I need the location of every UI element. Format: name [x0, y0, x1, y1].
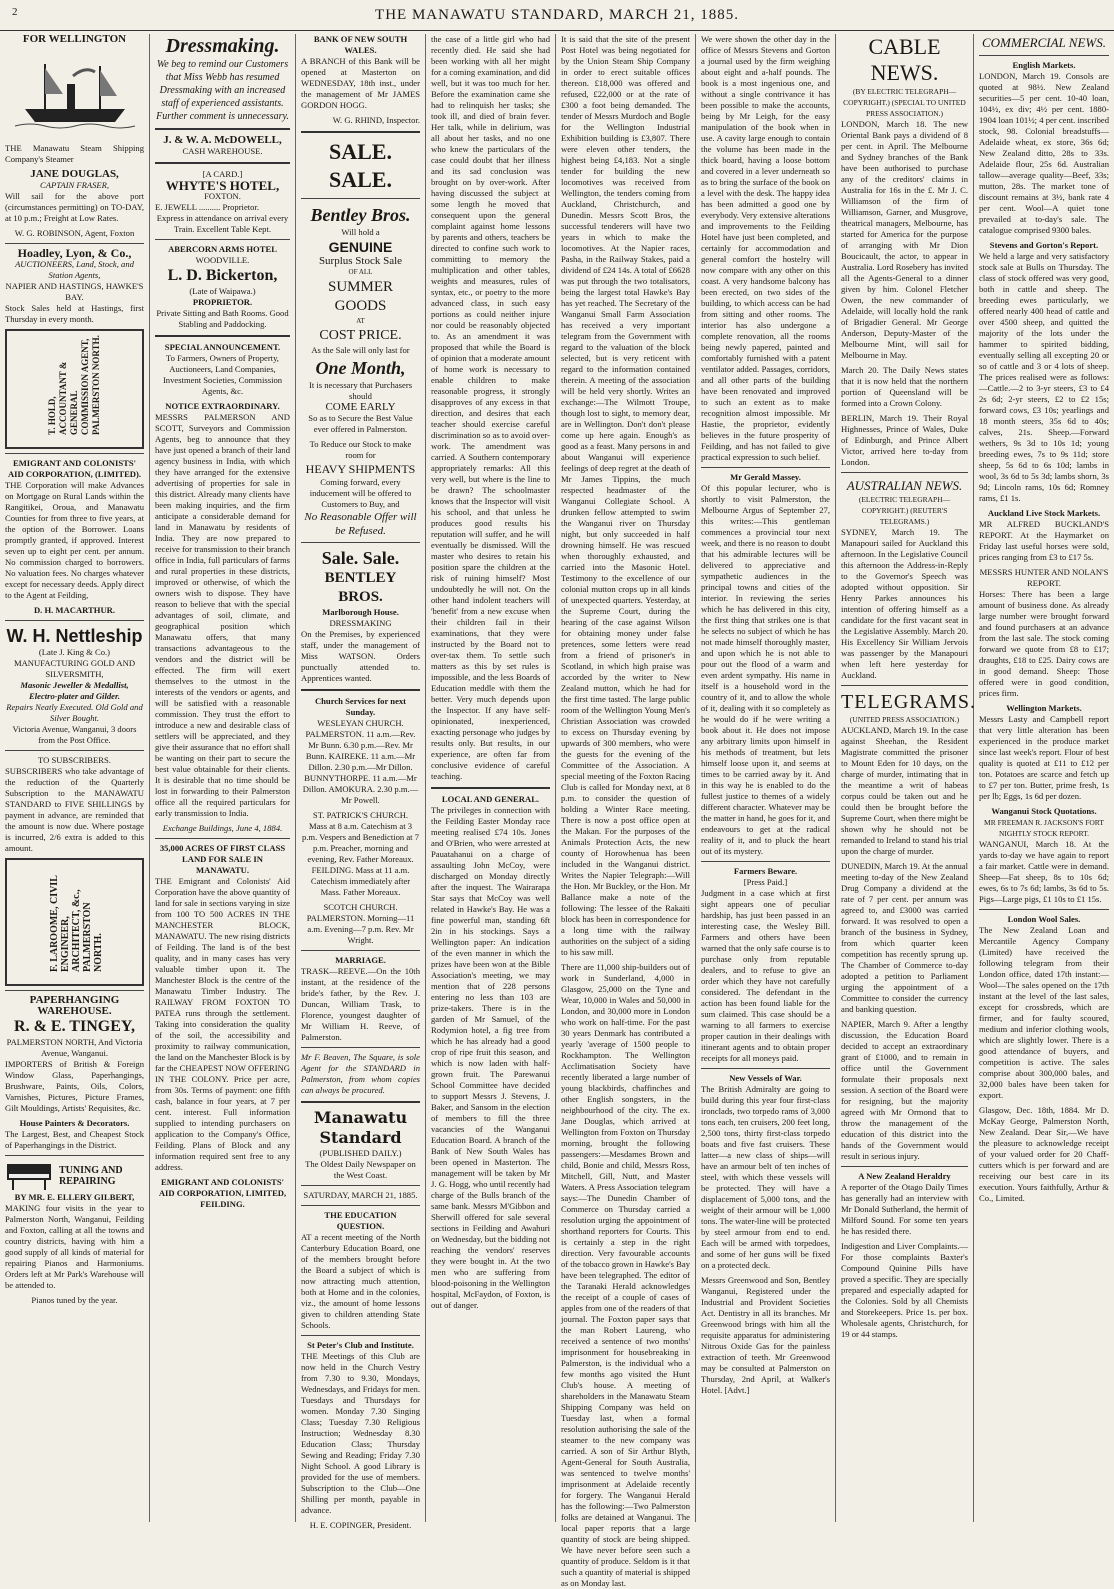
- tuning-by: BY MR. E. ELLERY GILBERT,: [14, 1192, 135, 1202]
- whyte-prop: E. JEWELL .......... Proprietor.: [155, 202, 259, 212]
- dressmaking-text: We beg to remind our Customers that Miss Webb has resumed Dressmaking with an increased staff of experienced assistants. Further comment is unnecessary.: [156, 59, 289, 122]
- special-text: To Farmers, Owners of Property, Auctioneers, Land Companies, Investment Societies, Commission Agents, &c.: [162, 353, 283, 396]
- will-hold: Will hold a: [341, 227, 380, 237]
- farmers-sub: [Press Paid.]: [743, 877, 788, 887]
- church-patrick: ST. PATRICK'S CHURCH.: [312, 810, 409, 820]
- nz-heraldry-text: A reporter of the Otago Daily Times has generally had an interview with Mr Donald Sutherland, the hermit of Milford Sound. For some ten years he has resided there.: [841, 1182, 968, 1236]
- reduce-note: To Reduce our Stock to make room for: [309, 439, 412, 460]
- farmers-text: Judgment in a case which at first sight appears one of peculiar hardship, has just been passed in an interesting case, the Wesley Bill. Farmers and others have been warned that the only safe course is to purchase only from reputable dealers, and to refuse to give an order which they have not carefully considered. The defendant in the action has been found liable for the sum claimed. This case should be a warning to all farmers to exercise proper caution in their dealings with itinerant agents and to obtain proper receipts for all moneys paid.: [701, 888, 830, 1063]
- australian-heading: AUSTRALIAN NEWS.: [846, 478, 963, 493]
- column-6: [696, 34, 836, 1522]
- sale-heading: SALE. SALE.: [329, 139, 392, 192]
- massey-heading: Mr Gerald Massey.: [730, 472, 801, 482]
- australian-sub: (ELECTRIC TELEGRAPH—COPYRIGHT.) (REUTER'S TELEGRAMS.): [858, 495, 951, 526]
- auckland-heading: Auckland Live Stock Markets.: [987, 508, 1101, 518]
- surplus-label: Surplus Stock Sale: [318, 255, 403, 267]
- hunter-text: Horses: There has been a large amount of business done. As already large number were brought forward and found purchasers at an advance from the last sale. The stock coming forward we quote from £8 to £17; draughts, £18 to £25. Dairy cows are in good demand. Sheep: Those offered were in good condition, prices firm.: [979, 589, 1109, 698]
- abercorn-name: L. D. Bickerton,: [167, 267, 278, 284]
- telegrams-text-2: DUNEDIN, March 19. At the annual meeting to-day of the New Zealand Drug Company a dividend at the rate of 7 per cent. per annum was agreed to, and £3000 was carried forward. It was resolved to open a branch of the business in Sydney, from which quarter keen competition has recently sprung up. The Chamber of Commerce to-day adopted a petition to Parliament urging the appointment of a Committee to consider the currency and banking question.: [841, 861, 968, 1014]
- of-all-label: OF ALL: [348, 268, 373, 276]
- emigrant-agent: D. H. MACARTHUR.: [33, 605, 116, 615]
- necessary-note: It is necessary that Purchasers should: [308, 380, 413, 401]
- commercial-heading: COMMERCIAL NEWS.: [982, 35, 1106, 50]
- education-heading: THE EDUCATION QUESTION.: [324, 1210, 397, 1231]
- laroome-advert-text: F. LAROOME, CIVIL ENGINEER, ARCHITECT, &c., PALMERSTON NORTH.: [49, 875, 104, 972]
- oldest-note: The Oldest Daily Newspaper on the West Coast.: [305, 1159, 416, 1180]
- hoadley-sub: AUCTIONEERS, Land, Stock, and Station Agents,: [15, 259, 134, 280]
- steamship-icon: [15, 54, 135, 134]
- notice-heading: NOTICE EXTRAORDINARY.: [165, 401, 280, 411]
- church-heading: Church Services for next Sunday.: [314, 696, 407, 717]
- abercorn-title: ABERCORN ARMS HOTEL: [168, 244, 277, 254]
- church-scotch: SCOTCH CHURCH.: [323, 902, 398, 912]
- ship-text: THE Manawatu Steam Shipping Company's Steamer: [5, 143, 144, 164]
- local-general-heading: LOCAL AND GENERAL.: [441, 794, 540, 804]
- news-column-text-2: There are 11,000 ship-builders out of work in Sunderland, 4,000 in Glasgow, 25,000 on the Tyne and Wear, 10,000 in Wales and 50,000 in London, and 30,000 more in London who work on half-time. For the past 30 years Denmark has contributed a yearly 'average of 1500 people to Rockhampton. The Wellington Acclimatisation Society have recently liberated a large number of young blackbirds, chaffinches and other English songsters, in the neighbourhood of the city. The ex. Jane Douglas, which arrived at Wellington from Foxton on Thursday morning, brought the following passengers:—Mesdames Brown and child, Bonie and child, Messrs Ross, Mitchell, Gill, Nutt, and Master Waters. A Press Association telegram says:—The Dunedin Chamber of Commerce on Thursday carried a resolution urging the appointment of shorthand reporters for Courts. This is certainly a step in the right direction. Very favourable accounts of the tobacco grown in Hawke's Bay have been telegraphed. The editor of the Taranaki Herald acknowledges the receipt of a couple of cases of apples from one of the readers of that journal. The Foxton paper says that the man Robert Laureng, who received a sentence of two months' imprisonment for housebreaking in Palmerston, is the individual who a few months ago visited the Hunt Club's house. A meeting of shareholders in the Manawatu Steam Shipping Company was held on Tuesday last, when a formal resolution authorising the sale of the steamer to the new company was carried. A son of Sir Arthur Blyth, Agent-General for South Australia, was sentenced to twelve months' imprisonment at Adelaide recently for forgery. The Wanganui Herald has the following:—Two Palmerston folks are detained at Wanganui. The local paper reports that a large quantity of stock are being shipped. We have never before seen such a quantity of produce. Seldom is it that such a quantity of material is shipped as on Monday last.: [561, 962, 690, 1588]
- church-wesleyan: WESLEYAN CHURCH.: [317, 718, 404, 728]
- issue-date: SATURDAY, MARCH 21, 1885.: [303, 1190, 418, 1200]
- hoadley-title: Hoadley, Lyon, & Co.,: [17, 246, 132, 260]
- secure-note: So as to Secure the Best Value ever offered in Palmerston.: [308, 413, 413, 434]
- emigrant-text: THE Corporation will make Advances on Mortgage on Rural Lands within the Rangitikei, Oroua, and Manawatu Counties for from three to five years, at the option of the Borrower. Loans promptly granted, if approved. Interest seven up to eight per cent. per annum. No commission charged to borrowers. No valuation fees. No charges whatever except for necessary deeds. Apply direct to the Agent at Feilding,: [5, 480, 144, 600]
- telegrams-sub: (UNITED PRESS ASSOCIATION.): [849, 715, 960, 724]
- laroome-advert-box: [5, 858, 144, 986]
- education-continued-text: the case of a little girl who had recently died. He said she had been working with all her might for a coming examination, and did well, but it was too much for her. Before the examination came she had to relinquish her tasks; she took ill, and died of brain fever. Her talk, while in delirium, was all about her tasks, and no one who knew the particulars of the case could doubt that her illness and its sad conclusion was brought on by over-work. After having discussed the subject at some length he moved that consequent upon the general complaint against home lessons by parents and others, teachers be directed to confine such work to committing to memory the multiplication and other tables, weights and measures, rules of syntax, etc., or poetry to the more advanced class, in such easy portions as could neither injure nor could be reasonably objected to. As an amendment it was proposed that while the Board is of opinion that a moderate amount of home work is necessary to enable children to make reasonable progress, it strongly disapproves of any excess in that direction, and desires that each teacher should exercise careful discrimination so as to avoid over-work. The amendment was carried. A Southern contemporary appropriately remarks: All this very well, but where is the line to be drawn? The schoolmaster knows that the Inspector will visit his school, and that unless he produces good results his reputation will suffer, and he will eventually be dismissed. Will the master who desires to retain his position spare the children at the risk of ruining himself? Most undoubtedly he will not. On the other hand indolent teachers will 'benefit' from a new excuse when their children fail in their examinations, that they were instructed by the Board not to over-tax them. To settle such matters as this by set rules is impossible, and the less Boards of Education meddle with them the better. Very much depends upon the Inspector. If any have self-opinionated, inexperienced, exacting personage who judges by results only. But results, in our experience, are often far from conclusive evidence of careful teaching.: [431, 34, 550, 781]
- page-number: 2: [12, 6, 19, 18]
- telegrams-text: AUCKLAND, March 19. In the case against Sheehan, the Resident Magistrate committed the prisoner to Mount Eden for 10 days, on the charge of murder, intimating that in the meantime a writ of habeas corpus could be taken out and he could then be brought before the Supreme Court, when there might be shown why he should not be remanded to Ireland to stand his trial upon the charge of murder.: [841, 725, 968, 856]
- column-5: [556, 34, 696, 1588]
- news-column-6-text: We were shown the other day in the office of Messrs Stevens and Gorton a journal used by the firm weighing about eight and a-half pounds. The book is a most ingenious one, and without a single contrivance it has been possible to make the accounts, being by Mr Leigh, for the easy manipulation of the book when in use. A cavity large enough to contain the volume has been made in the thick board, having a loose bottom and covered in a lever underneath so as to bring the surface of the book on a level with the desk. The happy idea has been admitted a good one by everybody. Very extensive alterations and improvements to the Feilding Hotel have just been completed, and certainly for accommodation and general comfort the hostelry will now compare with any other on this coast. A very handsome balcony has been erected, on two sides of the building, to which access can be had from sitting and other rooms. The interior has also undergone a complete renovation, all the rooms being newly papered, painted and comfortably furnished with a patent ventilator added. Passages, corridors, and all other parts of the building have been renovated and improved to such an extent as to make recognition almost impossible. Mr Hastie, the proprietor, evidently believes in the future prosperity of Feilding, and has not failed to give practical expression to such belief.: [701, 34, 830, 462]
- hoadley-place: NAPIER AND HASTINGS, HAWKE'S BAY.: [5, 281, 144, 302]
- whyte-place: FOXTON.: [204, 191, 241, 201]
- ship-name: JANE DOUGLAS,: [30, 168, 119, 180]
- emigrant-heading: EMIGRANT AND COLONISTS' AID CORPORATION, (LIMITED).: [7, 458, 142, 479]
- australian-text: SYDNEY, March 19. The Manapouri sailed for Auckland this afternoon. In the Legislative Council this afternoon the Address-in-Reply to the Governor's Speech was adopted without opposition. Sir Henry Parkes announces his intention of offering himself as a candidate for the first vacant seat in the Legislative Assembly. March 20. His Excellency Sir William Jervois was passenger by the Manapouri when left here yesterday for Auckland.: [841, 527, 968, 680]
- coming-note: Coming forward, every inducement will be offered to Customers to Buy, and: [309, 477, 412, 509]
- tuning-end: Pianos tuned by the year.: [31, 1295, 118, 1305]
- heavy-shipments-label: HEAVY SHIPMENTS: [305, 462, 416, 476]
- columns: [0, 33, 1114, 1588]
- printer-note: Mr F. Beaven, The Square, is sole Agent for the STANDARD in Palmerston, from whom copies can always be procured.: [301, 1052, 420, 1095]
- wool-heading: London Wool Sales.: [1007, 914, 1081, 924]
- ship-master: CAPTAIN FRASER,: [39, 180, 110, 190]
- abercorn-prop: PROPRIETOR.: [192, 297, 253, 307]
- club-heading: St Peter's Club and Institute.: [307, 1340, 414, 1350]
- stevens-heading: Stevens and Gorton's Report.: [989, 240, 1099, 250]
- abercorn-late: (Late of Waipawa.): [189, 286, 256, 296]
- cable-sub: (BY ELECTRIC TELEGRAPH—COPYRIGHT.) (SPECIAL TO UNITED PRESS ASSOCIATION.): [843, 87, 966, 118]
- nettleship-sub: (Late J. King & Co.) MANUFACTURING GOLD AND SILVERSMITH,: [13, 647, 136, 679]
- cable-text-3: BERLIN, March 19. Their Royal Highnesses, Prince of Wales, Duke of Edinburgh, and Prince Albert Victor, arrived here to-day from London.: [841, 413, 968, 467]
- education-text: AT a recent meeting of the North Canterbury Education Board, one of the members brought before the Board a subject of which is now attracting much attention, both at Home and in the colonies, viz., the amount of home lessons given to children attending State Schools.: [301, 1232, 420, 1330]
- ship-detail: Will sail for the above port (circumstances permitting) on TO-DAY, at 10 p.m.; Freight at Low Rates.: [5, 191, 144, 223]
- bank-text: A BRANCH of this Bank will be opened at Masterton on WEDNESDAY, 18th inst., under the management of Mr JAMES GORDON HOGG.: [301, 56, 420, 110]
- no-reasonable-label: No Reasonable Offer will be Refused.: [304, 511, 417, 537]
- club-text: THE Meetings of this Club are now held in the Church Vestry from 7.30 to 9.30, Mondays, Wednesdays, and Fridays for men. Tuesdays and Thursdays for women. Monday 7.30 Singing Class; Tuesday 7.30 Religious Instruction; Wednesday 8.30 Education Class; Thursday Sewing and Reading; Friday 7.30 Night School. A good Library is provided for the use of members. Subscription to the Club—One Shilling per month, payable in advance.: [301, 1351, 420, 1515]
- column-3: [296, 34, 426, 1530]
- tuning-title: TUNING AND REPAIRING: [59, 1165, 123, 1187]
- hunter-heading: MESSRS HUNTER AND NOLAN'S REPORT.: [979, 567, 1109, 588]
- column-1: [0, 34, 150, 1522]
- notice-text: MESSRS PALMERSON AND SCOTT, Surveyors and Commission Agents, beg to announce that they have just opened a branch of their land agency business in India, with which they have arranged for the extensive advertising of properties for sale in this district. Already many clients have been making inquiries, and the firm anticipate a considerable demand for land in Manawatu by residents of India. They are now prepared to receive for transmission to their branch office in India, full particulars of farms and rural properties in these districts, improved or otherwise, of which the owners wish to dispose. They have reason to believe that with the special advantages of soil, climate, and geographical position which Manawatu offers, that many transactions advantageous to the vendors and the district will be effected. The firm will exert themselves to the utmost in the interests of the vendors or agents, and will be satisfied with a reasonable commission. They trust the effort to introduce a new and desirable class of settlers will be appreciated, and they give their assurance that no effort shall be wanting on their part to secure the best value obtainable for their clients. It is desirable that no time should be lost in forwarding to their Palmerston office all the required particulars for early transmission to India.: [155, 412, 290, 818]
- at-label: AT: [356, 317, 365, 325]
- whyte-title: WHYTE'S HOTEL,: [165, 178, 280, 193]
- wanganui-text: WANGANUI, March 18. At the yards to-day we have again to report a fair market. Cattle were in demand. Sheep—Fat sheep, 8s to 10s 6d; ewes, 6s to 7s 6d; lambs, 3s 6d to 5s. Pigs—Large pigs, £1 10s to £1 15s.: [979, 839, 1109, 904]
- ship-agent: W. G. ROBINSON, Agent, Foxton: [14, 228, 135, 238]
- bank-sign: W. G. RHIND, Inspector.: [332, 115, 420, 125]
- masthead-title: THE MANAWATU STANDARD, MARCH 21, 1885.: [375, 6, 739, 23]
- paper-title: Manawatu Standard: [313, 1108, 408, 1147]
- nettleship-title: W. H. Nettleship: [6, 626, 143, 646]
- steamship-illustration: [5, 49, 144, 139]
- summer-goods-label: SUMMER GOODS: [327, 279, 394, 314]
- nettleship-address: Victoria Avenue, Wanganui, 3 doors from the Post Office.: [12, 724, 137, 745]
- hold-advert-text: T. HOLD, ACCOUNTANT & GENERAL COMMISSION AGENT, PALMERSTON NORTH.: [47, 335, 101, 435]
- abercorn-text: Private Sitting and Bath Rooms. Good Stabling and Paddocking.: [156, 308, 289, 329]
- ship-heading: FOR WELLINGTON: [22, 33, 127, 45]
- special-heading: SPECIAL ANNOUNCEMENT.: [164, 342, 281, 352]
- vessels-heading: New Vessels of War.: [729, 1073, 802, 1083]
- column-4: [426, 34, 556, 1522]
- sale-sale-label: Sale. Sale.: [321, 548, 400, 568]
- nettleship-line: Masonic Jeweller & Medallist, Electro-plater and Gilder.: [20, 680, 129, 701]
- glasgow-letter-text: Glasgow, Dec. 18th, 1884. Mr D. McKay George, Palmerston North, New Zealand. Dear Sir,—We have the pleasure to acknowledge receipt of your valued order for 20 Chaff-cutters which is per forward and are receiving our best care in its execution. Yours faithfully, Arthur & Co., Limited.: [979, 1105, 1109, 1203]
- telegrams-heading: TELEGRAMS.: [841, 691, 976, 713]
- tingey-title: R. & E. TINGEY,: [14, 1018, 135, 1035]
- bentley-bros-label: BENTLEY BROS.: [324, 570, 397, 605]
- tingey-painters: House Painters & Decorators.: [19, 1118, 130, 1128]
- abercorn-place: WOODVILLE.: [195, 255, 250, 265]
- column-2: [150, 34, 296, 1522]
- english-markets-heading: English Markets.: [1012, 60, 1076, 70]
- dentistry-text: Messrs Greenwood and Son, Bentley Wanganui, Registered under the Industrial and Provident Societies Act. Dentistry in all its branches. Mr Greenwood brings with him all the requisite apparatus for administering Nitrous Oxide Gas for the painless extraction of teeth. Mr Greenwood may be consulted at Palmerston on Thursday, 2nd April, at Walker's Hotel. [Advt.]: [701, 1275, 830, 1395]
- stevens-text: We held a large and very satisfactory stock sale at Bulls on Thursday. The class of stock offered was very good, both in cattle and sheep. The breeding ewes particularly, we offered nearly 400 head of cattle and over 4500 sheep, and quitted the majority of the lots under the hammer to spirited bidding, eventually selling all excepting 20 or so of cattle and 3 or 4 lots of sheep. The prices realised were as follows:—Cattle.—2 to 3-yr steers, £3 to £4 2s 6d; 2-yr steers, £2 to £2 15s; forward cows, £3 10s; yearlings and 18 month steers, 35s 6d to 40s; calves, 21s. Sheep.—Forward wethers, 9s 3d to 10s 1d; young breeding ewes, 7s to 9s 11d; store sheep, 5s 6d to 6s 10d; lambs in wool, 3s 6d to 5s 3d; lambs shorn, 3s 9d; Lincoln rams, 10s 6d; Romney rams, £1 1s.: [979, 251, 1109, 503]
- tingey-stock: The Largest, Best, and Cheapest Stock of Paperhangings in the District.: [5, 1129, 144, 1150]
- column-8: [974, 34, 1114, 1522]
- acres-sign: EMIGRANT AND COLONISTS' AID CORPORATION, LIMITED, FEILDING.: [158, 1177, 287, 1209]
- nettleship-repairs: Repairs Neatly Executed. Old Gold and Silver Bought.: [6, 702, 143, 723]
- piano-icon: [5, 1160, 55, 1192]
- tuning-text: MAKING four visits in the year to Palmerston North, Wanganui, Feilding and Foxton, calling at all the towns and country districts, having with him a good supply of all kinds of material for repairing Pianos and Harmoniums. Orders left at Mr Park's Warehouse will be attended to.: [5, 1203, 144, 1290]
- mcdowell-sub: CASH WAREHOUSE.: [182, 146, 263, 156]
- hold-advert-box: [5, 329, 144, 449]
- vessels-text: The British Admiralty are going to build during this year four first-class ironclads, two torpedo rams of 3,000 tons each, ten cruisers, 200 feet long, 2,500 tons, thirty first-class torpedo boats and five fast cruisers. These latter—a new class of ships—will have an armour belt of ten inches of steel, with which these vessels will be protected. They will have a displacement of 5,000 tons, and the weight of their armour will be 1,000 tons. The water-line will be protected by steel armour from end to end. Each will be armed with torpedoes, and some of her guns will be fixed on a protected deck.: [701, 1084, 830, 1270]
- bank-heading: BANK OF NEW SOUTH WALES.: [313, 34, 408, 55]
- wool-text: The New Zealand Loan and Mercantile Agency Company (Limited) have received the following telegram from their London office, dated 17th instant:—Wool—The sales opened on the 17th instant at the level of the last sales, except for crossbreds, which are firmer, and for faulty scoured, medium and inferior clothing wools, which are slightly lower. There is a good attendance of buyers, and competition is active. The sales comprise about 300,000 bales, and 32,000 bales have been taken for export.: [979, 925, 1109, 1100]
- wanganui-heading: Wanganui Stock Quotations.: [991, 806, 1097, 816]
- come-early-label: COME EARLY: [325, 401, 396, 413]
- card-label: [A CARD.]: [202, 169, 243, 179]
- cable-heading: CABLE NEWS.: [868, 34, 941, 85]
- auckland-text: MR ALFRED BUCKLAND'S REPORT. At the Haymarket on Friday last useful horses were sold, prices ranging from £3 to £17 5s.: [979, 519, 1109, 562]
- church-wesleyan-list: PALMERSTON. 11 a.m.—Rev. Mr Bunn. 6.30 p.m.—Rev. Mr Bunn. KAIREKE. 11 a.m.—Mr Dillon. 2.30 p.m.—Mr Dillon. BUNNYTHORPE. 11 a.m.—Mr Dillon. AMOKURA. 2.30 p.m.—Mr Powell.: [302, 729, 419, 805]
- sale-note: As the Sale will only last for: [311, 345, 410, 355]
- cable-text: LONDON, March 18. The new Oriental Bank pays a dividend of 8 per cent. in April. The Melbourne and Sydney branches of the Bank have been authorised to purchase any of the creditors' claims in Australia for 16s in the £. Mr J. C. Williamson of the firm of Williamson, Garner, and Musgrove, theatrical managers, Melbourne, has started for America for the purpose of arranging with Mr Dion Boucicault, the actor, to appear in Australia. Lord Rosebery has invited all the Agents-General to a dinner given by him. Colonel Fletcher Owen, the new commander of Adelaide, will locally hold the rank of Brigadier General. Mr George Anderson, Deputy-Master of the Melbourne Mint, will sail for Melbourne in May.: [841, 119, 968, 360]
- hoadley-note: Stock Sales held at Hastings, first Thursday in every month.: [5, 303, 144, 324]
- telegrams-text-3: NAPIER, March 9. After a lengthy discussion, the Education Board decided to accept an extraordinary grant of £1000, and to remain in office until the Government formulate their proposals next session. A section of the Board were for resigning, but the majority agreed with Mr Ormond that to throw the management of the education of this district into the hands of the Government would result in serious injury.: [841, 1019, 968, 1161]
- club-sign: H. E. COPINGER, President.: [309, 1520, 412, 1530]
- english-markets-text: LONDON, March 19. Consols are quoted at 98½. New Zealand securities—5 per cent. 10-40 loan, 104½, ex div; 4½ per cent. 1880-1904 loan 101½; 4 per cent. inscribed stock, 98. Colonial breadstuffs—Adelaide wheat, ex store, 36s 6d; New Zealand ditto, 28s to 33s. Adelaide flour, 25s 6d. Australian tallow—average quality—Beef, 33s; mutton, 28s. The market tone of discount remains at 3½, bank rate 4 per cent. Wool—A quiet tone prevailed at to-day's sale. The catalogue comprised 9300 bales.: [979, 71, 1109, 235]
- bentley-title: Bentley Bros.: [310, 205, 411, 225]
- published-daily: (PUBLISHED DAILY.): [319, 1148, 402, 1158]
- pills-advert-text: Indigestion and Liver Complaints.—For those complaints Baxter's Compound Quinine Pills have proved a specific. They are specially prepared and especially adapted for the Colonies. Sold by all Chemists and Storekeepers. Price 1s. per box. Wholesale agents, Christchurch, for 19 or 44 stamps.: [841, 1241, 968, 1339]
- column-7: [836, 34, 974, 1522]
- wanganui-sub: MR FREEMAN R. JACKSON'S FORT NIGHTLY STOCK REPORT.: [984, 818, 1104, 838]
- mcdowell-title: J. & W. A. McDOWELL,: [163, 134, 282, 146]
- news-column-text-1: It is said that the site of the present Post Hotel was being negotiated for by the Union Steam Ship Company in order to erect suitable offices thereon. £18,000 was offered and refused, £22,000 or at the rate of £300 a foot being demanded. The tender of Messrs Murdoch and Bogle for the Wellington Industrial Exhibition building is £3,807. There were eleven other tenders, the highest being £4,183. Not a single tender for building the new locomotives was received from Wellington, the tenders coming from Auckland, Christchurch, and Dunedin. Messrs Scott Bros, the successful tenderers will have two years in which to make the locomotives. At the Napier races, Pasha, in the Railway Stakes, paid a dividend of £24 14s. A total of £6628 was put through the two totalisators, being the largest total Hawke's Bay has yet reached. The Secretary of the Wanganui Small Farm Association has received a very important telegram from the Government with regard to the valuation of the block selected, but is very reticent with regard to the information contained therein. A meeting of the association will be held very shortly. Writes an exchange:—The Wilmott Troupe, though lost to sight, to memory dear, are in Wellington. Don't don't please come up here again. Enough's as good as a feast. Many persons in and about Wanganui will experience feelings of deep regret at the death of Mr James Tippins, the much respected headmaster of the Wanganui Collegiate School. A drunken fellow attempted to swim the Wanganui river on Thursday night, but only succeeded in half drowning himself. He was rescued when thoroughly exhausted, and carried into the Masonic Hotel. Testimony to the excellence of our colonial mutton crops up in all kinds of unexpected quarters. Yesterday, at the Supreme Court, during the hearing of the case against Wilson for obtaining money under false pretences, some letters were read from a friend of prisoner's in Scotland, in which high praise was accorded by the writer to New Zealand mutton, which he had for the first time tasted. The large public room of the Wellington Young Men's Christian Association was crowded to excess on Thursday evening by upwards of 300 members, who were the guests for the evening of the Committee of the Association. A special meeting of the Foxton Racing Club is called for Monday next, at 8 p.m. to consider the question of holding a Winter Race meeting. There is now a post office open at the Makan. For the purposes of the Animals Protection Acts, the new county of Horowhenua has been included in the Wanganui district. Writes the Napier Telegraph:—Will the Hon. Mr Buckley, or the Hon. Mr Ballance make a note of the following: The lessee of the Rakaiti block has been in correspondence for a long time with the railway authorities on the subject of a siding to his saw mill.: [561, 34, 690, 957]
- genuine-label: GENUINE: [328, 239, 393, 255]
- subscribers-heading: TO SUBSCRIBERS.: [38, 755, 111, 765]
- subscribers-text: SUBSCRIBERS who take advantage of the reduction of the Quarterly Subscription to the MANAWATU STANDARD to FIVE SHILLINGS by payment in advance, are reminded that the amount is now due. Where postage is incurred, 2/6 extra is added to this amount.: [5, 766, 144, 853]
- tingey-text: IMPORTERS of British & Foreign Window Glass, Paperhangings, Brushware, Paints, Oils, Colors, Varnishes, Pictures, Picture Frames, Gilt Mouldings, Artists' Requisites, &c.: [5, 1059, 144, 1113]
- church-scotch-list: PALMERSTON. Morning—11 a.m. Evening—7 p.m. Rev. Mr Wright.: [306, 913, 415, 945]
- dressmaking-heading: Dressmaking.: [165, 35, 280, 57]
- wellington-text: Messrs Lasty and Campbell report that very little alteration has been experienced in the produce market since last week's report. Flour of best quality is quoted at £11 to £12 per ton. Potatoes are scarce and fetch up to £7 per ton. Butter, prime fresh, 1s per lb; Eggs, 1s 6d per dozen.: [979, 714, 1109, 801]
- church-patrick-list: Mass at 8 a.m. Catechism at 3 p.m. Vespers and Benediction at 7 p.m. Preacher, morning and evening, Rev. Father Moreaux. FEILDING. Mass at 11 a.m. Catechism immediately after Mass. Father Moreaux.: [301, 821, 420, 897]
- whyte-text: Express in attendance on arrival every Train. Excellent Table Kept.: [156, 213, 289, 234]
- marriage-heading: MARRIAGE.: [335, 955, 386, 965]
- dressmaking2-heading: DRESSMAKING: [329, 618, 392, 628]
- paper-heading: PAPERHANGING WAREHOUSE.: [29, 994, 120, 1017]
- one-month-label: One Month,: [315, 358, 406, 378]
- cable-text-2: March 20. The Daily News states that it is now held that the northern portion of Queensland will be formed into a Crown Colony.: [841, 365, 968, 408]
- marlborough-label: Marlborough House.: [322, 607, 399, 617]
- masthead: [0, 0, 1114, 31]
- tuning-block: [5, 1160, 144, 1192]
- cost-price-label: COST PRICE.: [319, 328, 402, 343]
- acres-text: THE Emigrant and Colonists' Aid Corporation have the above quantity of land for sale in sections varying in size from 100 TO 500 ACRES IN THE MANCHESTER BLOCK, MANAWATU. The new rising districts of Feilding. The land is of the best quality, and in many cases has very valuable timber upon it. The Manchester Block is the centre of the Manawatu Timber Industry. The RAILWAY FROM FOXTON TO PATEA runs through the settlement. Taking into consideration the quality of the soil, the accessibility and proximity to railway communication, the land on the Manchester Block is by far the CHEAPEST NOW OFFERING IN THE COLONY. Price per acre, from 30s. Terms of payment: one fifth cash, balance in four years, at 7 per cent. interest. Full information supplied to intending purchasers on application to the Company's Office, Feilding. Plans of Block and any information required sent free to any address.: [155, 876, 290, 1172]
- wellington-heading: Wellington Markets.: [1006, 703, 1082, 713]
- marriage-text: TRASK—REEVE.—On the 10th instant, at the residence of the bride's father, by the Rev. J. Duncan, William Trask, to Florence, youngest daughter of Mr William H. Reeve, of Palmerston.: [301, 966, 420, 1042]
- notice-sign: Exchange Buildings, June 4, 1884.: [162, 823, 283, 833]
- tingey-sub: PALMERSTON NORTH, And Victoria Avenue, Wanganui.: [6, 1037, 143, 1058]
- local-general-text: The privileges in connection with the Feilding Easter Monday race meeting realised £74 10s. Jones and O'Brien, who were arrested at Pauatahanui on a charge of assaulting John McCoy, were discharged on Monday directly after the inquest. The Wairarapa Star says that McCoy was well related in Hawke's Bay. He was a fine powerful man, standing 6ft 2in in his stockings. Says a Wellington paper: An indication of the even manner in which the prizes have been won at the Bible Association's meeting, we may mention that of 228 persons entering no less than 103 are prize-takers. There is in the garden of Mr Samuel, of the Rodymion hotel, a fig tree from which he has already had a good crop of ripe fruit this season, and which is now laden with half-grown fruit. The Parewanui School Committee have decided to support Messrs J. Stevens, J. Baker, and Sansom in the election of members to fill the three vacancies of the Wanganui Education Board. A branch of the Bank of New South Wales has been opened in Masterton. The management will be taken by Mr J. G. Hogg, who until recently had charge of the Bulls branch of the same bank. Messrs M'Gibbon and Sherwill offered for sale several sections in Feilding and Awahuri on Wednesday, but the bidding not reaching the vendors' reserves they were bought in. At the two men who are suffering from blood-poisoning in the Wellington hospital, McFaydon, of Foxton, is out of danger.: [431, 805, 550, 1310]
- nz-heraldry-heading: A New Zealand Heraldry: [858, 1171, 951, 1181]
- acres-heading: 35,000 ACRES OF FIRST CLASS LAND FOR SALE IN MANAWATU.: [159, 843, 286, 875]
- massey-text: Of this popular lecturer, who is shortly to visit Palmerston, the Melbourne Argus of September 27, this writes:—This gentleman commences a provincial tour next week, and there is no reason to doubt that his admirable lectures will be delivered to appreciative and sympathetic audiences in the principal towns and cities of the interior. In reviewing the series which he has delivered in this city, the first thing that strikes one is that he selects no subject of which he has not made himself thoroughly master, and upon which he is not able to pour out the flood of a warm and even ardent sympathy. His name in itself is a household word in the country of it, and to allow the whole of it, dealing with it so completely as he would do if he were writing a book about it. He does not impose any arbitrary limits upon himself in his methods of treatment, but lets himself loose upon it, and seems at times to be carried away by it. And in this way he is enabled to do the fullest justice to themes of a widely different character. Whatever may be the matter in hand, he goes for it, and endeavours to get at the radical reality of it, and to pluck the heart out of its mystery.: [701, 483, 830, 856]
- dressmaking2-text: On the Premises, by experienced staff, under the management of Miss WATSON. Orders punctually attended to. Apprentices wanted.: [301, 629, 420, 683]
- farmers-heading: Farmers Beware.: [733, 866, 798, 876]
